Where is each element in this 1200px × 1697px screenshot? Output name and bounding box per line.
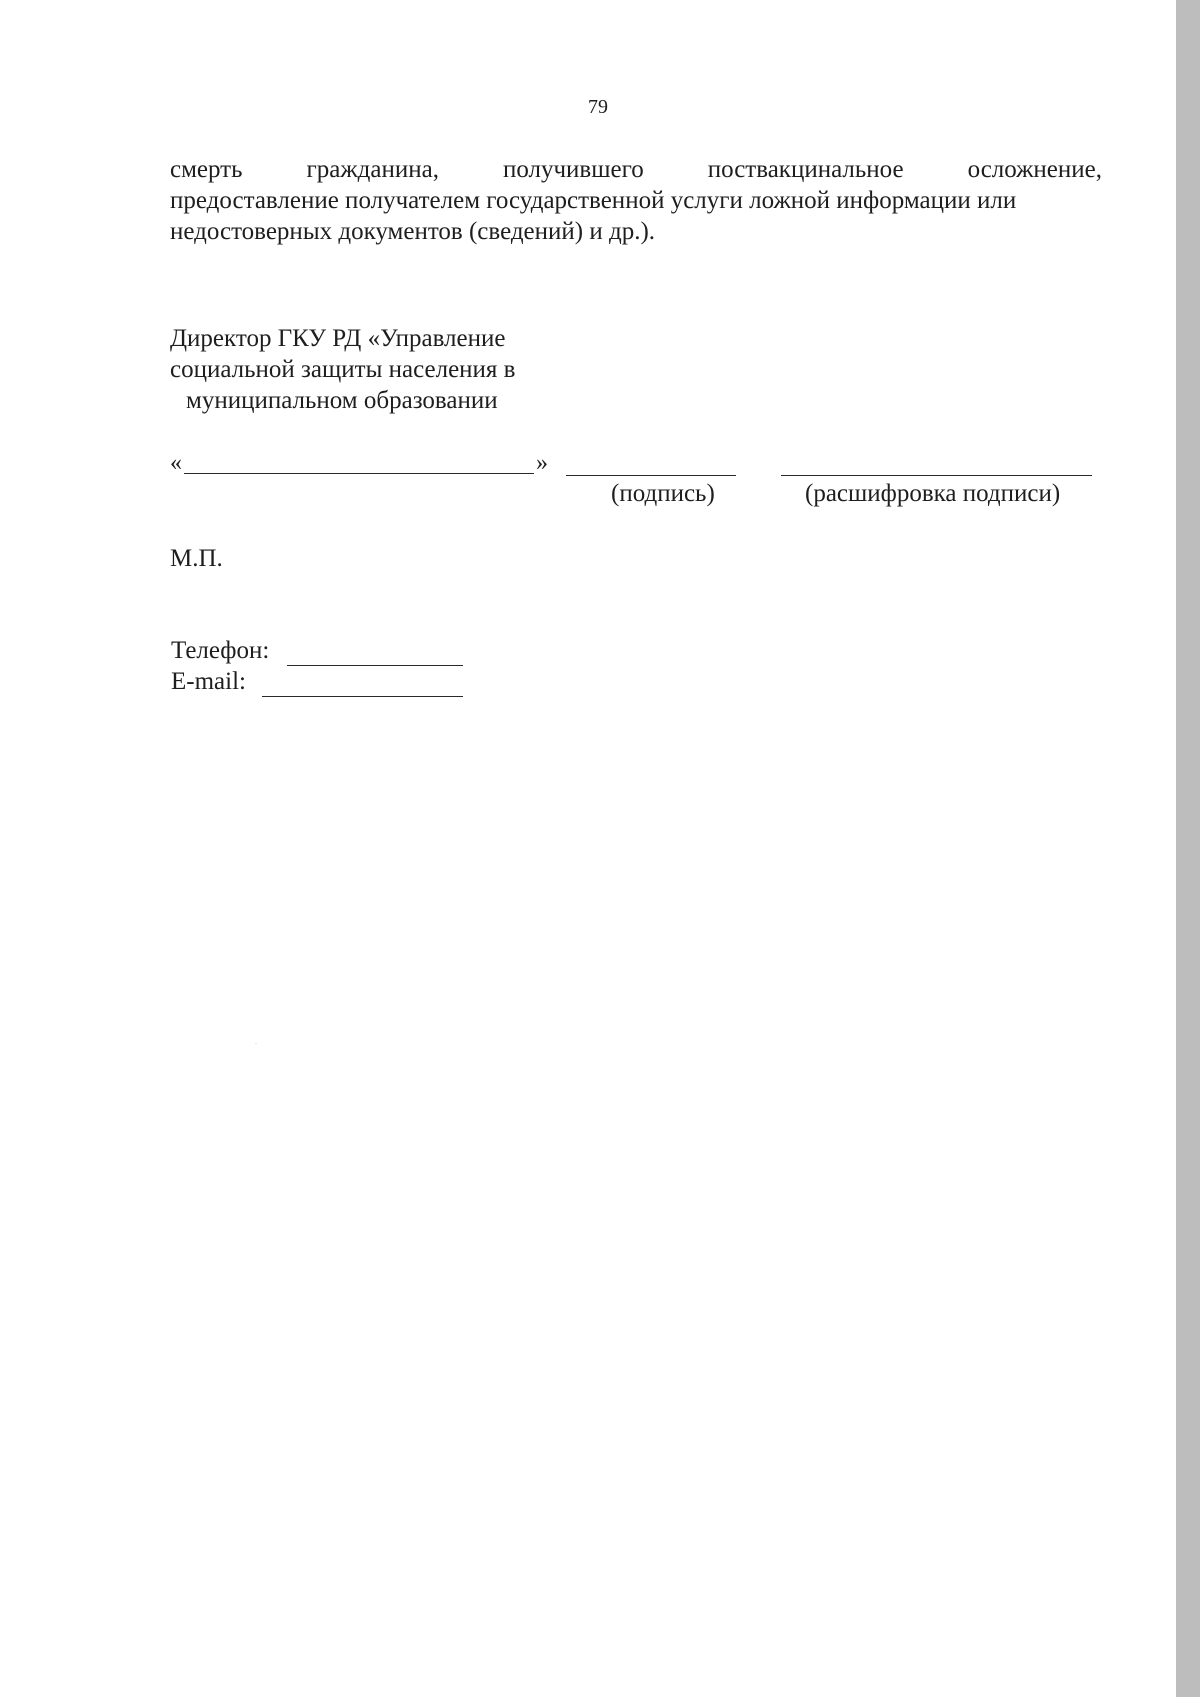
paragraph-line-1: смерть гражданина, получившего поствакцинальное осложнение, <box>170 156 1102 183</box>
phone-label: Телефон: <box>171 637 270 664</box>
paragraph-line-2: предоставление получателем государственной услуги ложной информации или <box>170 187 1017 214</box>
email-blank-line <box>262 675 463 697</box>
director-line-3: муниципальном образовании <box>186 387 498 414</box>
director-line-1: Директор ГКУ РД «Управление <box>170 325 506 352</box>
date-close-quote: » <box>536 450 548 476</box>
signature-caption: (подпись) <box>611 480 715 507</box>
closing-paragraph <box>170 154 1102 247</box>
signature-row <box>170 450 1100 482</box>
scan-speck <box>255 1043 257 1044</box>
signature-decoding-blank-line <box>781 450 1092 476</box>
date-blank-line <box>184 450 534 474</box>
signature-decoding-caption: (расшифровка подписи) <box>805 480 1061 507</box>
page-number: 79 <box>588 96 608 118</box>
phone-row <box>171 637 269 665</box>
director-block <box>170 323 515 416</box>
director-line-2: социальной защиты населения в <box>170 356 516 383</box>
side-scroll-strip <box>1176 0 1200 1697</box>
email-label: E-mail: <box>171 668 246 695</box>
stamp-label: М.П. <box>170 545 223 572</box>
phone-blank-line <box>287 643 463 666</box>
date-open-quote: « <box>170 450 182 476</box>
email-row <box>171 668 246 696</box>
signature-blank-line <box>566 450 736 476</box>
paragraph-line-3: недостоверных документов (сведений) и др.). <box>170 218 656 245</box>
